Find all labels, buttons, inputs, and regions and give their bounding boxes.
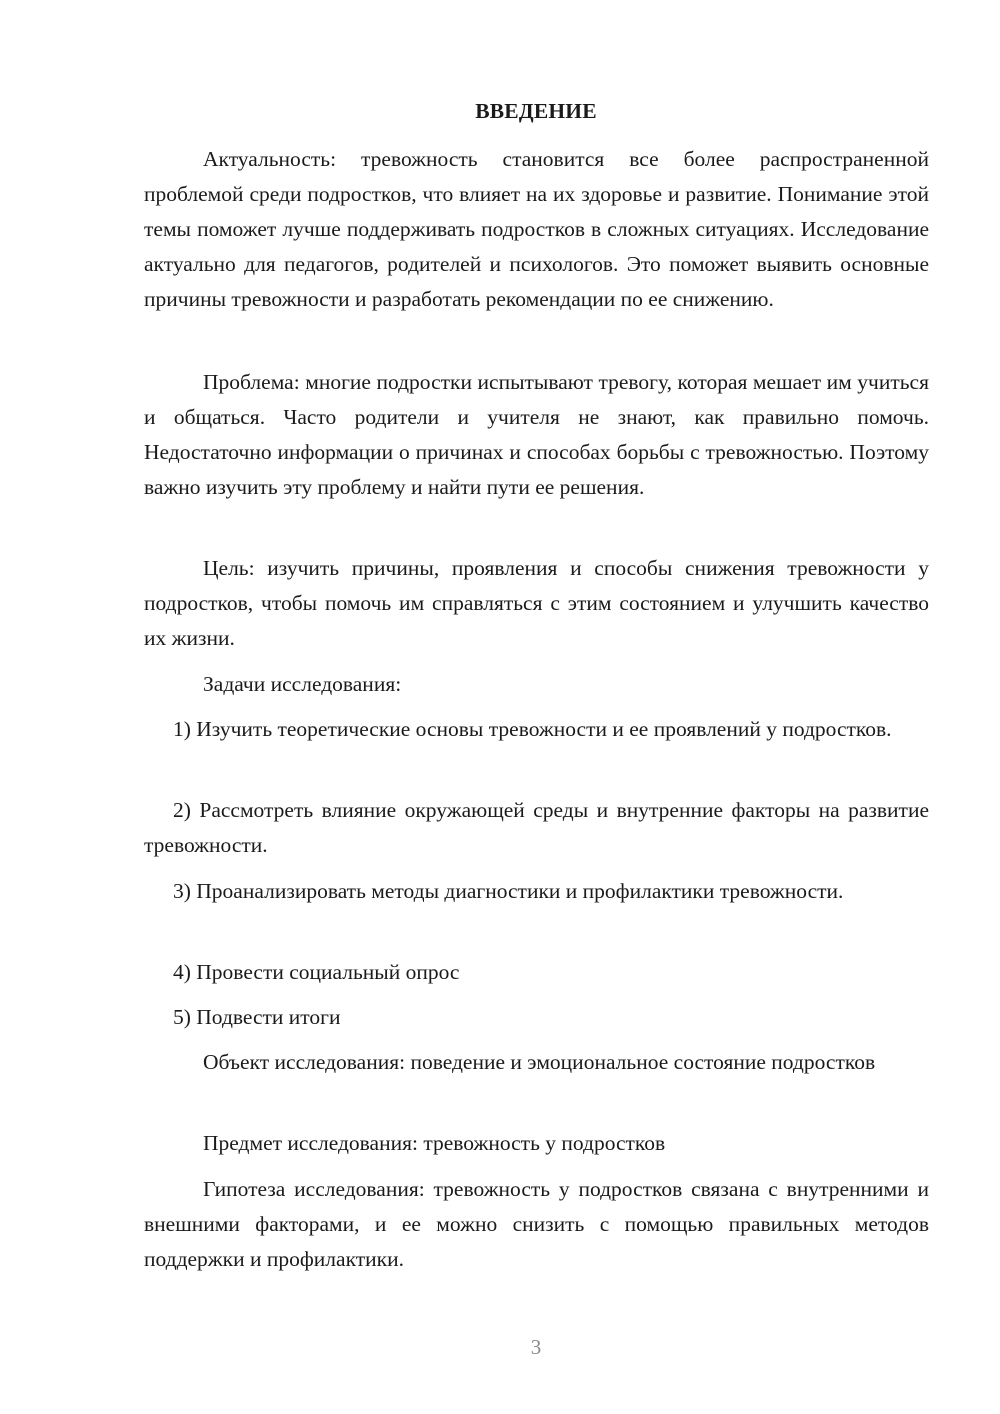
list-item-task-2: 2) Рассмотреть влияние окружающей среды и внутренние факторы на развитие тревожности. [144,798,929,857]
paragraph-hypothesis: Гипотеза исследования: тревожность у подростков связана с внутренними и внешними факторами, и ее можно снизить с помощью правильных методов поддержки и профилактики. [144,1177,929,1271]
list-item-task-5: 5) Подвести итоги [173,1005,341,1029]
list-item-task-4: 4) Провести социальный опрос [173,960,460,984]
page-number: 3 [530,1335,542,1359]
list-item-task-3: 3) Проанализировать методы диагностики и профилактики тревожности. [173,879,844,903]
paragraph-goal: Цель: изучить причины, проявления и способы снижения тревожности у подростков, чтобы помочь им справляться с этим состоянием и улучшить качество их жизни. [144,556,929,650]
page-title: ВВЕДЕНИЕ [475,99,597,123]
paragraph-problem: Проблема: многие подростки испытывают тревогу, которая мешает им учиться и общаться. Часто родители и учителя не знают, как правильно помочь. Недостаточно информации о причинах и способах борьбы с тревожностью. Поэтому важно изучить эту проблему и найти пути ее решения. [144,370,929,499]
paragraph-subject: Предмет исследования: тревожность у подростков [203,1131,666,1155]
paragraph-relevance: Актуальность: тревожность становится все более распространенной проблемой среди подростков, что влияет на их здоровье и развитие. Понимание этой темы поможет лучше поддерживать подростков в сложных ситуациях. Исследование актуально для педагогов, родителей и психологов. Это поможет выявить основные причины тревожности и разработать рекомендации по ее снижению. [144,147,929,311]
paragraph-tasks-title: Задачи исследования: [203,672,402,696]
list-item-task-1: 1) Изучить теоретические основы тревожности и ее проявлений у подростков. [173,717,892,741]
paragraph-object: Объект исследования: поведение и эмоциональное состояние подростков [203,1050,876,1074]
